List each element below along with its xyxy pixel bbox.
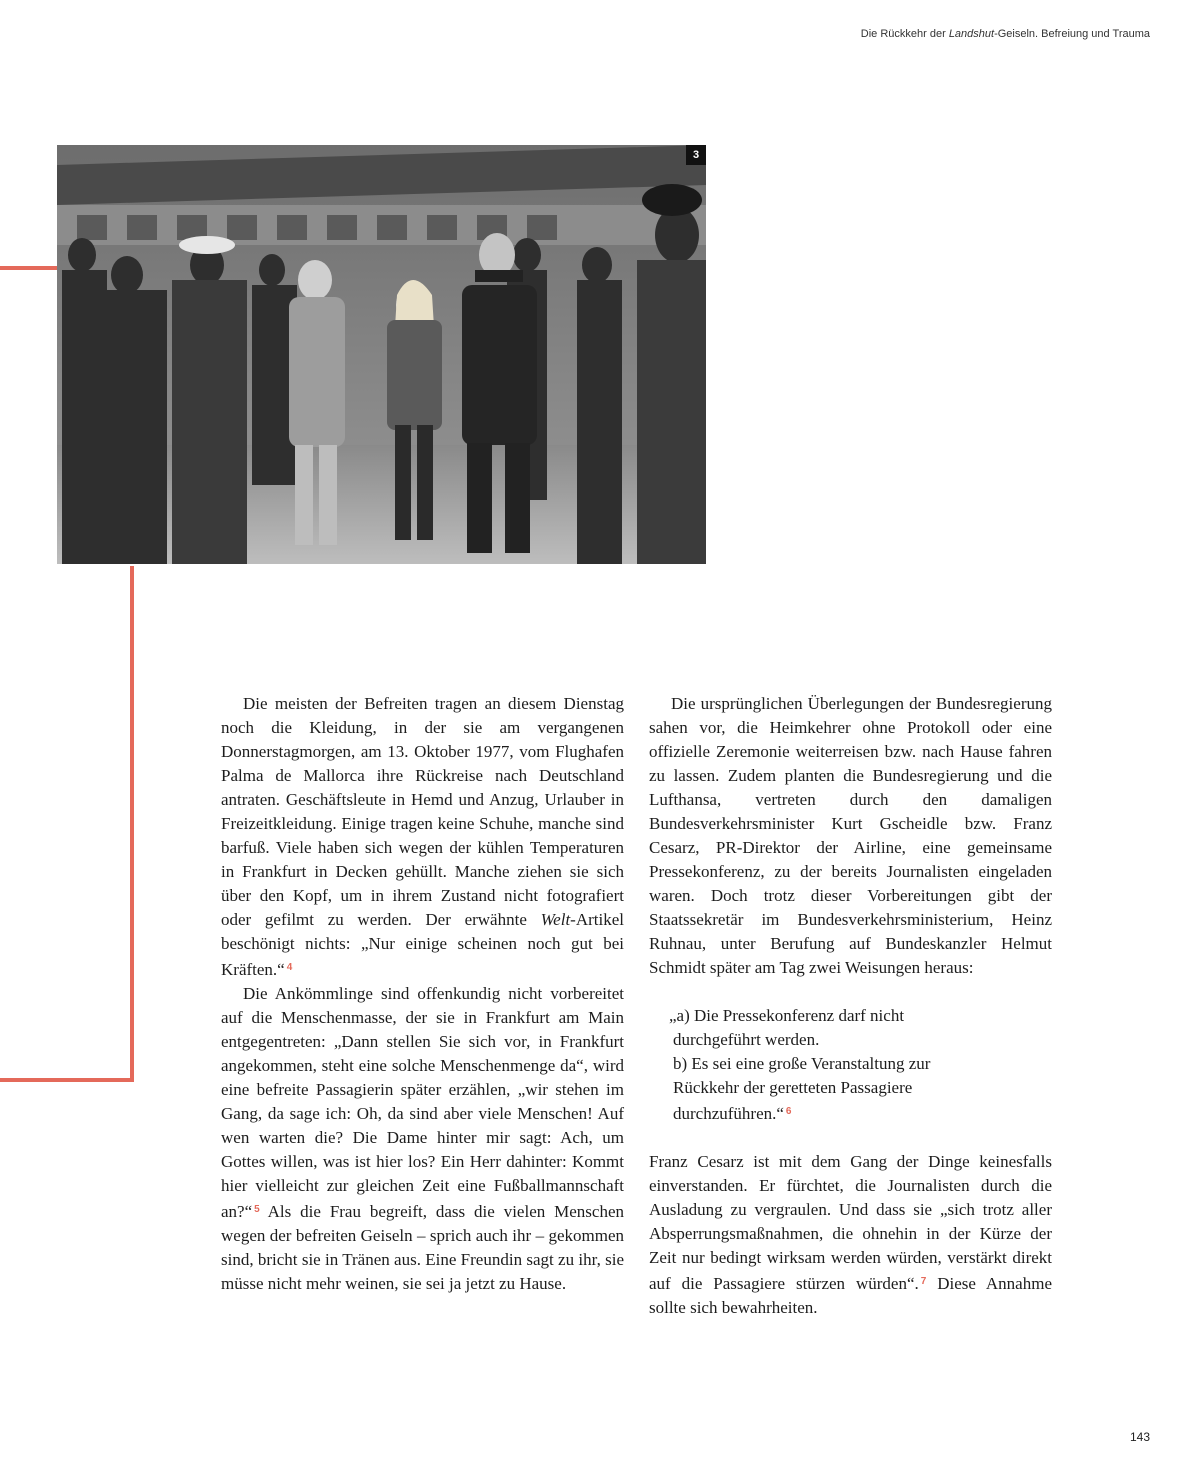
quote-line-5	[669, 1100, 1052, 1126]
running-head-italic: Landshut	[948, 28, 995, 40]
paragraph-4	[649, 1150, 1052, 1320]
footnote-marker-4: 4	[286, 962, 293, 973]
paragraph-4-text-end: Diese Annahme sollte sich bewahrheiten.	[649, 1274, 1052, 1317]
paragraph-4-text: Franz Cesarz ist mit dem Gang der Dinge keinesfalls einverstanden. Er fürchtet, die Journalisten durch die Ausladung zu vergraulen. Und dass sie „sich trotz aller Absperrungsmaßnahmen, die ohnehin in der Kürze der Zeit nur bedingt wirksam werden würden, verstärkt direkt auf die Passagiere stürzen würden“.	[649, 1152, 1052, 1293]
italic-welt: Welt	[540, 910, 571, 929]
footnote-marker-7: 7	[920, 1276, 927, 1287]
text-column-right	[649, 692, 1052, 1320]
accent-rule-vertical	[130, 566, 134, 1082]
paragraph-2	[221, 982, 624, 1296]
running-head-before: Die Rückkehr der	[860, 28, 949, 40]
footnote-marker-6: 6	[785, 1106, 792, 1117]
quote-line-5-text: durchzuführen.“	[673, 1104, 784, 1123]
paragraph-1-text: Die meisten der Befreiten tragen an diesem Dienstag noch die Kleidung, in der sie am vergangenen Donnerstagmorgen, am 13. Oktober 1977, vom Flughafen Palma de Mallorca ihre Rückreise nach Deutschland antraten. Geschäftsleute in Hemd und Anzug, Urlauber in Freizeitkleidung. Einige tragen keine Schuhe, manche sind barfuß. Viele haben sich wegen der kühlen Temperaturen in Frankfurt in Decken gehüllt. Manche ziehen sie sich über den Kopf, um in ihrem Zustand nicht fotografiert oder gefilmt zu werden. Der erwähnte	[221, 694, 624, 929]
page-number: 143	[1129, 1430, 1150, 1444]
paragraph-3: Die ursprünglichen Überlegungen der Bundesregierung sahen vor, die Heimkehrer ohne Protokoll oder eine offizielle Zeremonie weiterreisen bzw. nach Hause fahren zu lassen. Zudem planten die Bundesregierung und die Lufthansa, vertreten durch den damaligen Bundesverkehrsminister Kurt Gscheidle bzw. Franz Cesarz, PR-Direktor der Airline, eine gemeinsame Pressekonferenz, zu der bereits Journalisten eingeladen waren. Doch trotz dieser Vorbereitungen gibt der Staatssekretär im Bundesverkehrsministerium, Heinz Ruhnau, unter Berufung auf Bundeskanzler Helmut Schmidt später am Tag zwei Weisungen heraus:	[649, 694, 1052, 977]
accent-rule-bottom	[0, 1078, 134, 1082]
footnote-marker-5: 5	[254, 1204, 260, 1215]
quote-line-4: Rückkehr der geretteten Passagiere	[673, 1078, 913, 1097]
running-head	[861, 28, 1150, 40]
block-quote	[669, 1004, 1052, 1126]
text-column-left	[221, 692, 624, 1296]
photo-illustration	[57, 145, 706, 564]
figure-number: 3	[686, 145, 706, 165]
quote-line-3: b) Es sei eine große Veranstaltung zur	[673, 1054, 931, 1073]
quote-line-2: durchgeführt werden.	[673, 1030, 820, 1049]
running-head-after: -Geiseln. Befreiung und Trauma	[994, 28, 1150, 40]
paragraph-1-text-end: -Artikel beschönigt nichts: „Nur einige scheinen noch gut bei Kräften.“	[221, 910, 624, 979]
quote-line-1: „a) Die Pressekonferenz darf nicht	[669, 1006, 905, 1025]
accent-rule-top	[0, 266, 60, 270]
photograph	[57, 145, 706, 564]
paragraph-2-text: Die Ankömmlinge sind offenkundig nicht vorbereitet auf die Menschenmasse, der sie in Frankfurt am Main entgegentreten: „Dann stellen Sie sich vor, in Frankfurt angekommen, steht eine solche Menschenmenge da“, wird eine befreite Passagierin später erzählen, „wir stehen im Gang, da sage ich: Oh, da sind aber viele Menschen! Auf wen warten die? Die Dame hinter mir sagt: Ach, um Gottes willen, was ist hier los? Ein Herr dahinter: Kommt hier vielleicht zur gleichen Zeit eine Fußballmannschaft an?“	[221, 984, 624, 1221]
paragraph-1	[221, 692, 624, 982]
paragraph-2-text-end: Als die Frau begreift, dass die vielen Menschen wegen der befreiten Geiseln – sprich auch ihr – gekommen sind, bricht sie in Tränen aus. Eine Freundin sagt zu ihr, sie müsse nicht mehr weinen, sie sei ja jetzt zu Hause.	[221, 1202, 624, 1293]
